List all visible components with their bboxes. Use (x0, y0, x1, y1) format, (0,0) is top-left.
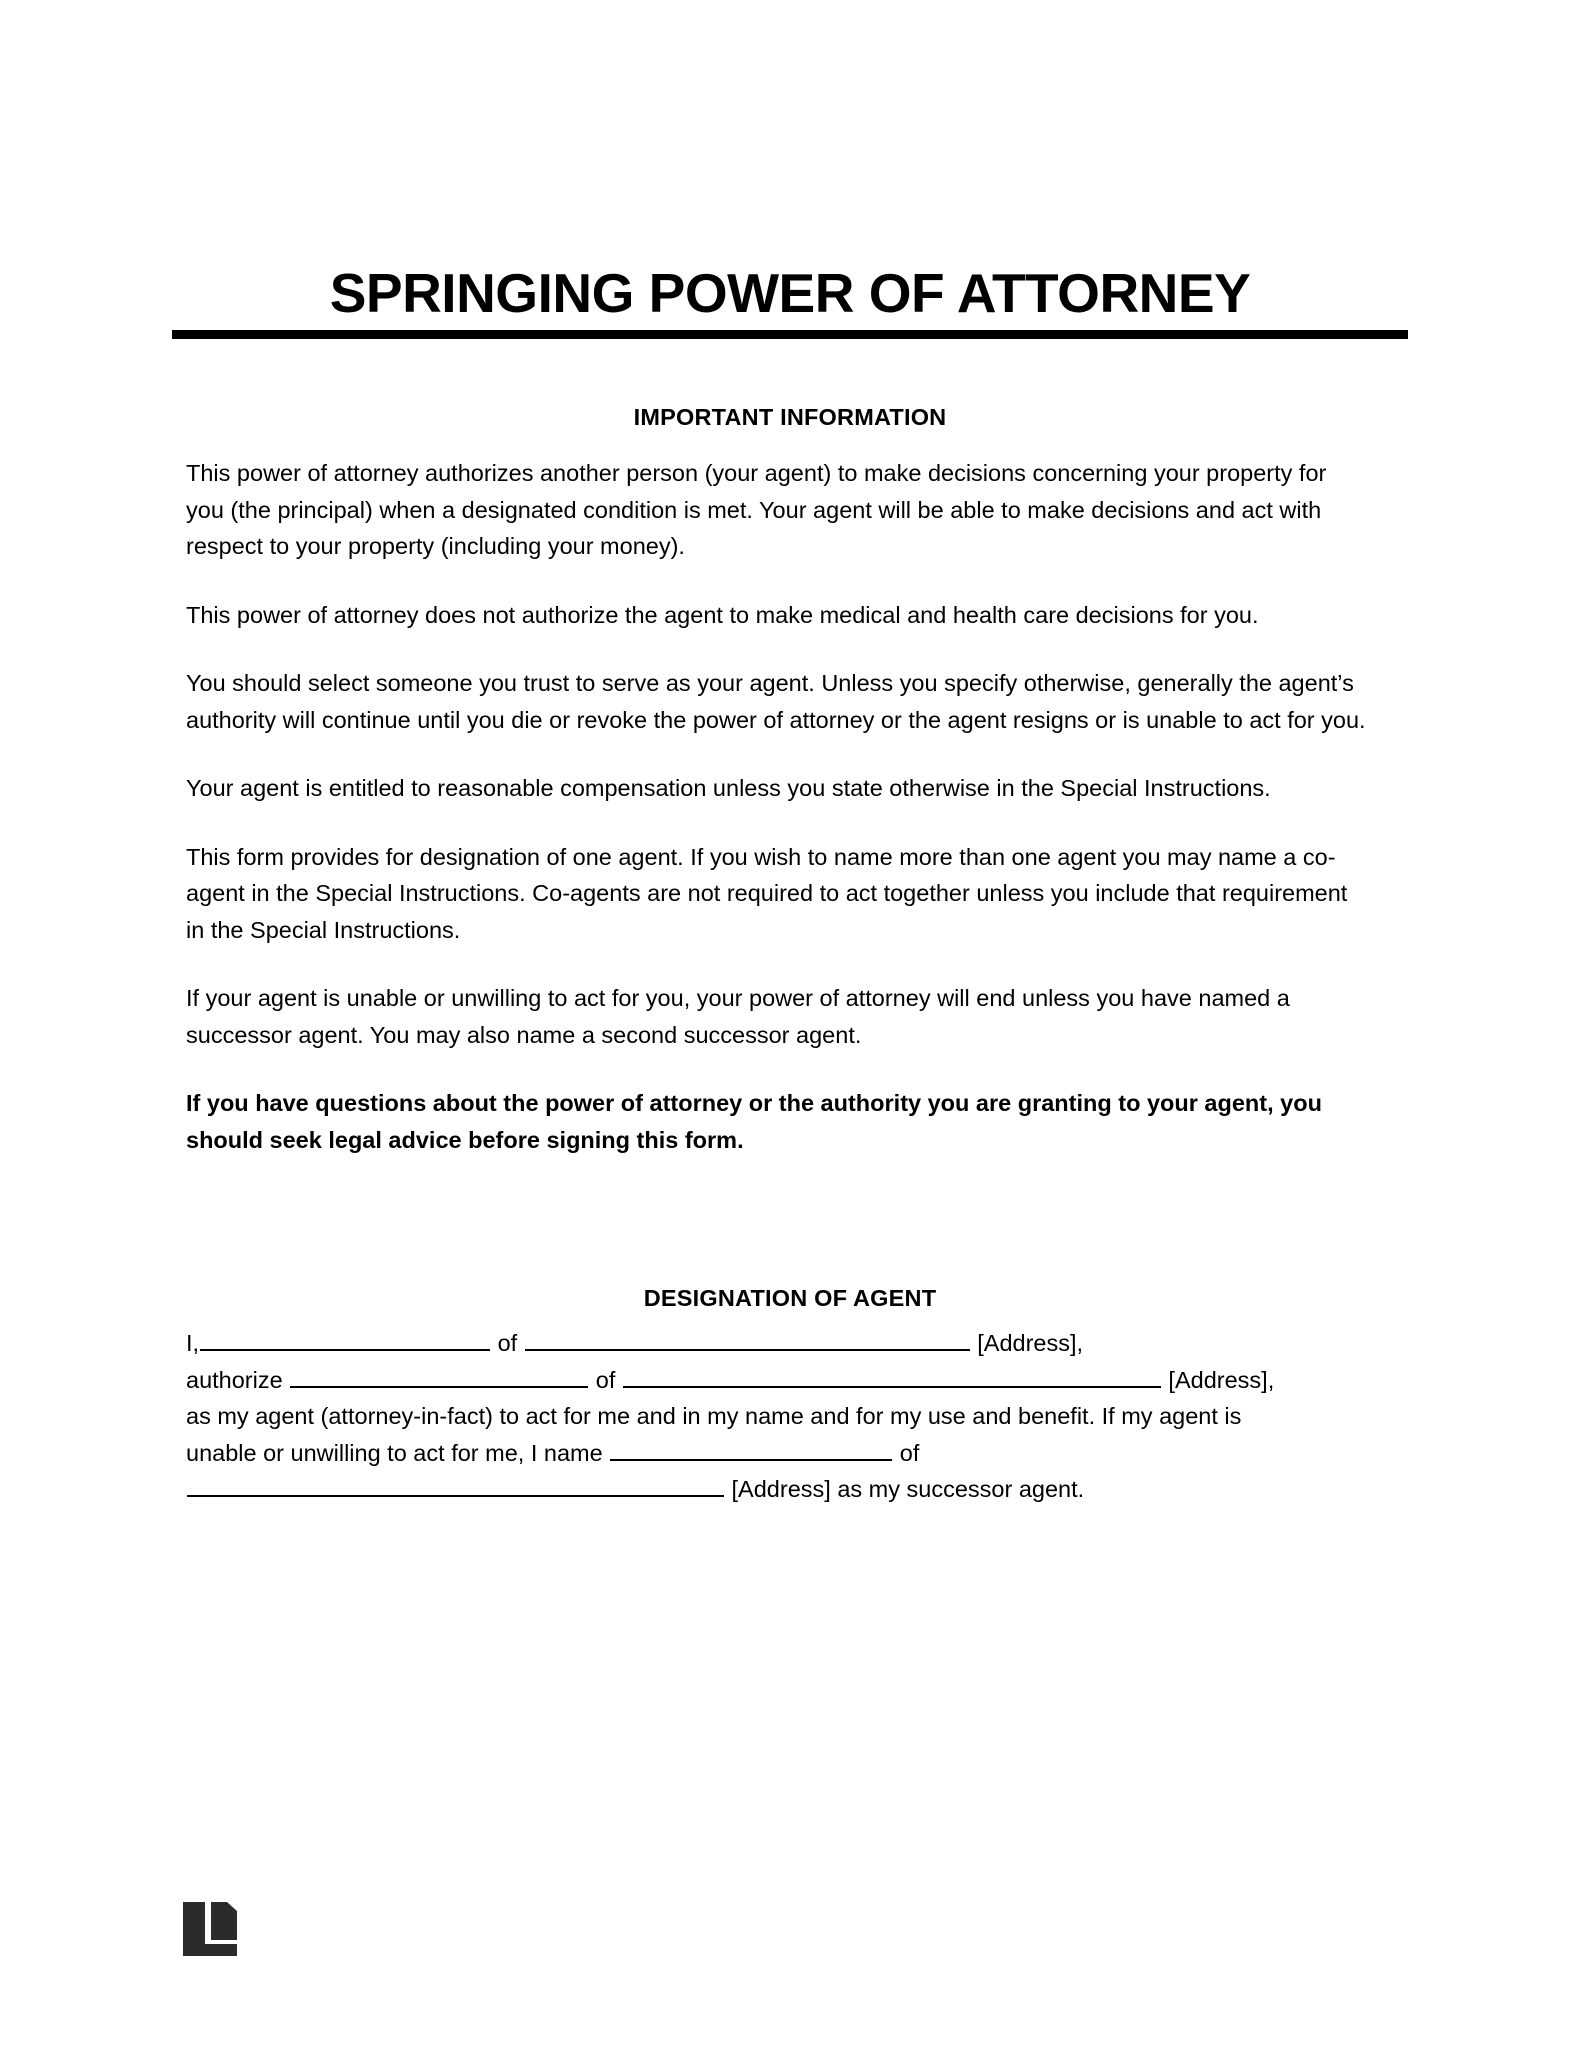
section-heading-important-information: IMPORTANT INFORMATION (633, 403, 947, 430)
successor-of-label: of (899, 1439, 920, 1466)
agent-of-label: of (595, 1366, 616, 1393)
principal-address-label: [Address], (977, 1330, 1084, 1356)
successor-address-label: [Address] as my successor agent. (731, 1476, 1085, 1502)
title-divider (172, 330, 1408, 339)
paragraph-medical-exclusion: This power of attorney does not authorize the agent to make medical and health care decisions for you. (186, 601, 1259, 628)
principal-address-field[interactable] (525, 1325, 970, 1351)
principal-label: I, (186, 1330, 200, 1356)
principal-of-label: of (497, 1330, 518, 1356)
designation-of-agent-body (186, 1325, 1368, 1508)
paragraph-successor-agent: If your agent is unable or unwilling to act for you, your power of attorney will end unless you have named a successor agent. You may also name a second successor agent. (186, 985, 1290, 1048)
paragraph-agent-selection: You should select someone you trust to serve as your agent. Unless you specify otherwise, generally the agent’s authority will continue until you die or revoke the power of attorney or the agent resigns or is unable to act for you. (186, 670, 1366, 733)
authorize-label: authorize (186, 1366, 283, 1393)
important-information-body (186, 455, 1368, 1158)
page-title: SPRINGING POWER OF ATTORNEY (329, 261, 1251, 324)
agent-address-field[interactable] (623, 1362, 1161, 1388)
designation-line-2 (186, 1362, 1368, 1399)
paragraph-compensation: Your agent is entitled to reasonable compensation unless you state otherwise in the Special Instructions. (186, 775, 1271, 801)
designation-line-1 (186, 1325, 1368, 1362)
agent-name-field[interactable] (290, 1362, 588, 1388)
successor-agent-name-field[interactable] (610, 1435, 892, 1461)
designation-line-5 (186, 1471, 1368, 1508)
paragraph-authorization: This power of attorney authorizes another person (your agent) to make decisions concerning your property for you (the principal) when a designated condition is met. Your agent will be able to make decisions and act with respect to your property (including your money). (186, 460, 1327, 559)
successor-agent-address-field[interactable] (187, 1471, 724, 1497)
principal-name-field[interactable] (200, 1325, 490, 1351)
designation-line-3: as my agent (attorney-in-fact) to act for me and in my name and for my use and benefit. If my agent is (186, 1403, 1242, 1429)
paragraph-legal-advice-notice: If you have questions about the power of attorney or the authority you are granting to your agent, you should seek legal advice before signing this form. (186, 1090, 1322, 1153)
legal-templates-logo-icon (183, 1902, 237, 1956)
agent-address-label: [Address], (1168, 1366, 1275, 1393)
successor-intro-label: unable or unwilling to act for me, I name (186, 1439, 603, 1466)
section-heading-designation-of-agent: DESIGNATION OF AGENT (643, 1284, 937, 1311)
paragraph-co-agent: This form provides for designation of one agent. If you wish to name more than one agent you may name a co-agent in the Special Instructions. Co-agents are not required to act together unless you include that requirement in the Special Instructions. (186, 843, 1348, 943)
designation-line-4 (186, 1435, 1368, 1472)
